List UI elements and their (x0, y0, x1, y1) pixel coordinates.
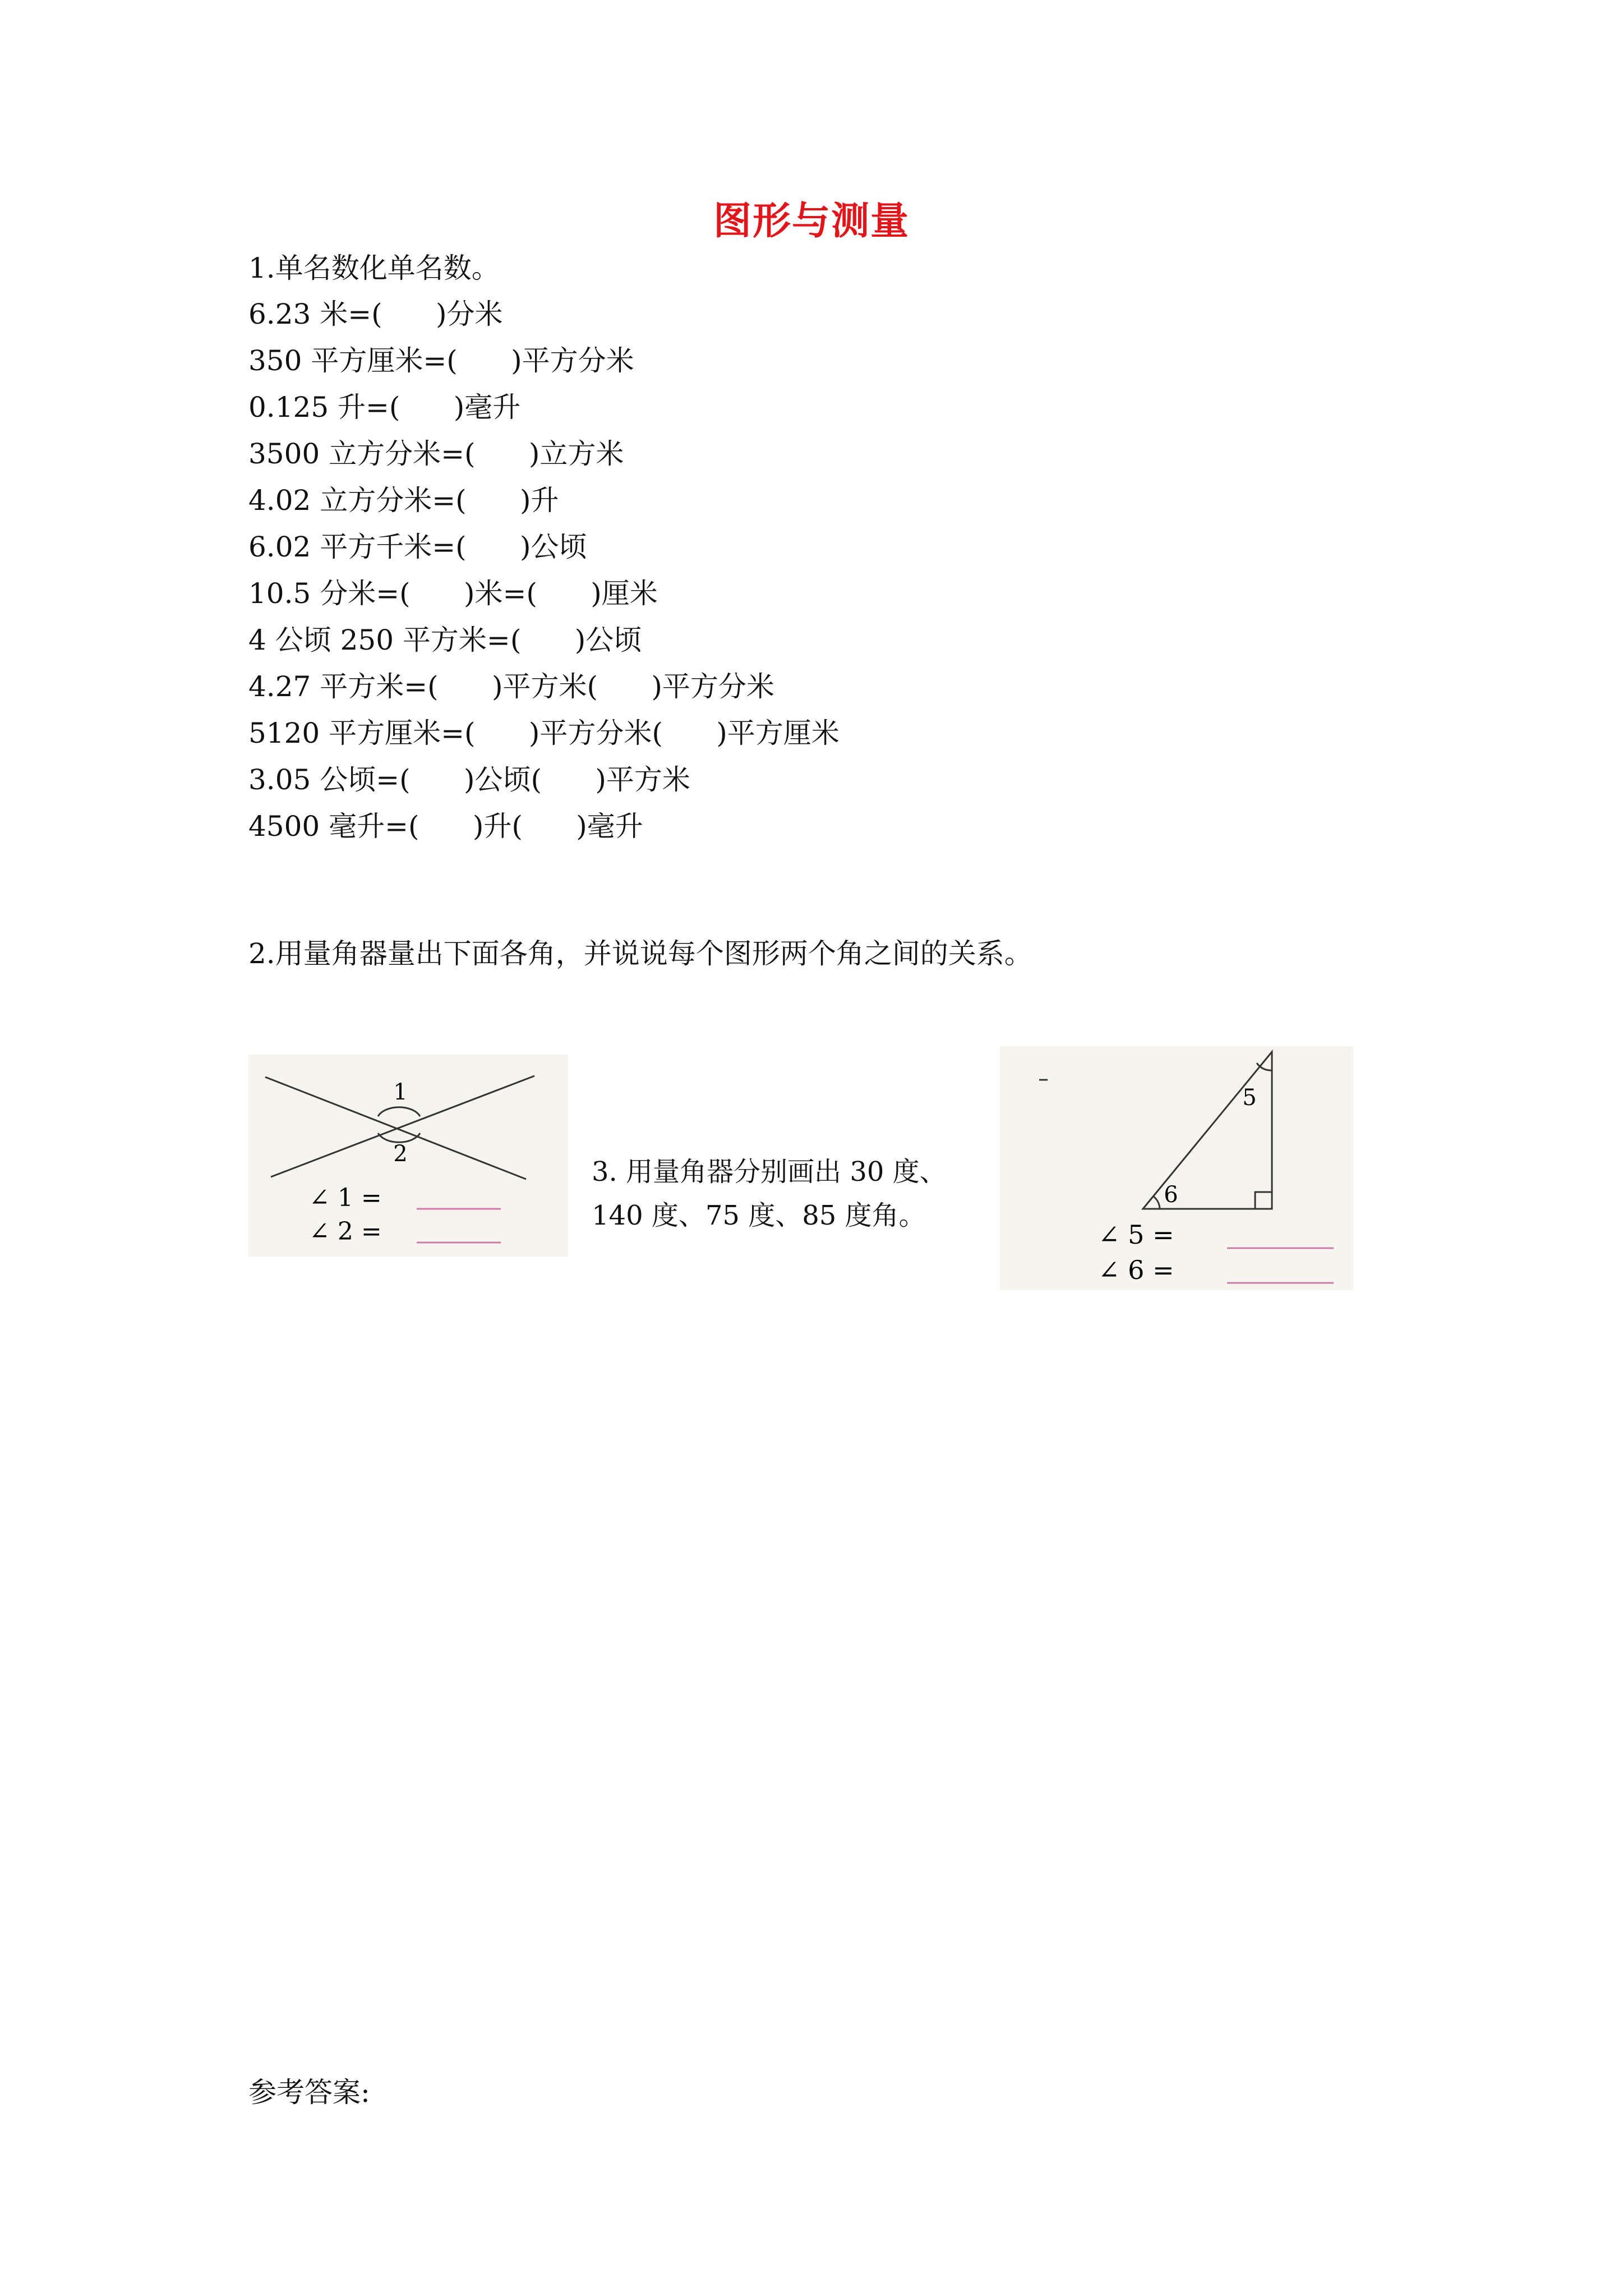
q1-item: 4 公顷 250 平方米=( )公顷 (248, 624, 642, 656)
intersecting-lines-figure (248, 1055, 568, 1257)
q3-line-2: 140 度、75 度、85 度角。 (592, 1200, 926, 1231)
right-triangle-diagram (1000, 1046, 1353, 1290)
q1-heading: 1.单名数化单名数。 (248, 252, 500, 284)
q1-item: 6.23 米=( )分米 (248, 298, 503, 330)
label-5: 5 (1242, 1085, 1257, 1111)
q1-item: 4500 毫升=( )升( )毫升 (248, 810, 643, 843)
label-2: 2 (393, 1141, 408, 1167)
right-triangle-figure (1000, 1046, 1353, 1290)
q3-line-1: 3. 用量角器分别画出 30 度、 (592, 1156, 947, 1188)
q1-item: 5120 平方厘米=( )平方分米( )平方厘米 (248, 717, 840, 749)
q1-item: 10.5 分米=( )米=( )厘米 (248, 577, 658, 610)
angle-6-arc (1154, 1197, 1160, 1209)
answer-label: 参考答案: (248, 2076, 370, 2109)
angle-6-text: ∠ 6 = (1098, 1255, 1174, 1285)
angle-1-arc (378, 1107, 420, 1116)
q1-item: 4.27 平方米=( )平方米( )平方分米 (248, 670, 774, 703)
angle-1-text: ∠ 1 = (309, 1184, 382, 1212)
page-title: 图形与测量 (713, 199, 910, 243)
q2-heading: 2.用量角器量出下面各角，并说说每个图形两个角之间的关系。 (248, 937, 1032, 970)
angle-2-text: ∠ 2 = (309, 1217, 382, 1246)
q1-item: 350 平方厘米=( )平方分米 (248, 344, 634, 377)
q1-item: 3500 立方分米=( )立方米 (248, 438, 624, 470)
q1-item: 4.02 立方分米=( )升 (248, 484, 559, 517)
q3-text (592, 1150, 995, 1237)
q1-item: 0.125 升=( )毫升 (248, 391, 521, 424)
q1-item: 6.02 平方千米=( )公顷 (248, 531, 587, 563)
intersecting-lines-diagram (248, 1055, 568, 1257)
angle-5-arc (1257, 1063, 1272, 1070)
right-angle-mark (1255, 1192, 1272, 1209)
label-6: 6 (1164, 1182, 1178, 1208)
label-1: 1 (393, 1079, 408, 1105)
angle-5-text: ∠ 5 = (1098, 1220, 1174, 1250)
q1-item: 3.05 公顷=( )公顷( )平方米 (248, 763, 690, 796)
triangle (1143, 1052, 1272, 1209)
